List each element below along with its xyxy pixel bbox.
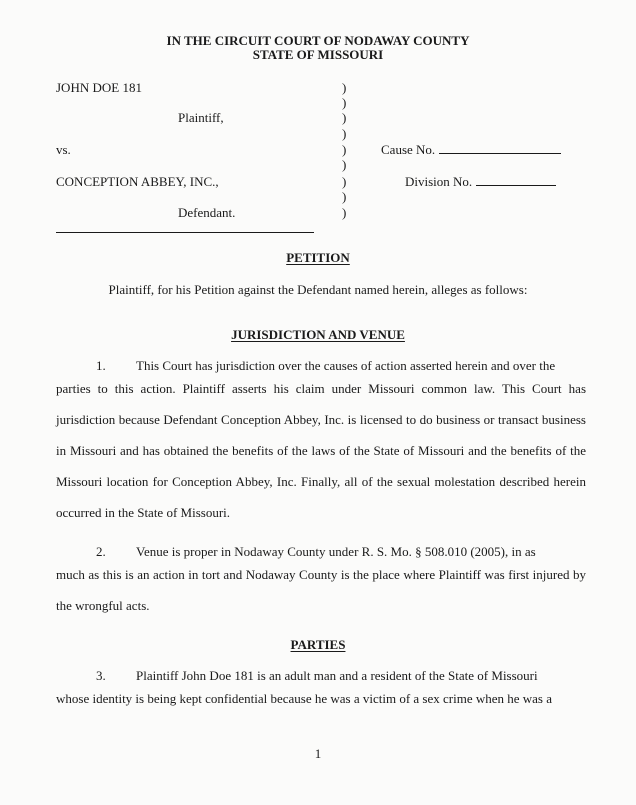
paragraph-body: whose identity is being kept confidential because he was a victim of a sex crime when he was a	[56, 691, 553, 706]
paragraph-first-line: Plaintiff John Doe 181 is an adult man and a resident of the State of Missouri	[136, 668, 538, 683]
caption-paren: )	[342, 80, 347, 95]
cause-number-field	[381, 142, 561, 157]
paragraph-number: 3.	[96, 668, 106, 683]
caption-paren: )	[342, 110, 347, 125]
caption-paren: )	[342, 95, 347, 110]
caption-rule	[56, 232, 314, 233]
versus-label: vs.	[56, 142, 71, 157]
paragraph-number: 1.	[96, 358, 106, 373]
cause-number-blank	[439, 142, 561, 154]
cause-number-label: Cause No.	[381, 142, 436, 157]
caption-paren: )	[342, 142, 347, 157]
caption-paren: )	[342, 157, 347, 172]
plaintiff-name: JOHN DOE 181	[56, 80, 142, 95]
division-number-blank	[476, 174, 556, 186]
paragraph-first-line: Venue is proper in Nodaway County under R. S. Mo. § 508.010 (2005), in as	[136, 544, 536, 559]
jurisdiction-heading: JURISDICTION AND VENUE	[231, 327, 405, 342]
division-number-field	[405, 174, 556, 189]
paragraph-first-line: This Court has jurisdiction over the causes of action asserted herein and over the	[136, 358, 556, 373]
paragraph-number: 2.	[96, 544, 106, 559]
defendant-role: Defendant.	[178, 205, 236, 220]
petition-heading: PETITION	[286, 250, 350, 265]
paragraph-body: much as this is an action in tort and Nodaway County is the place where Plaintiff was first injured by the wrongful acts.	[56, 567, 586, 613]
court-title: IN THE CIRCUIT COURT OF NODAWAY COUNTY	[166, 33, 470, 48]
parties-heading: PARTIES	[290, 637, 346, 652]
plaintiff-role: Plaintiff,	[178, 110, 224, 125]
petition-intro: Plaintiff, for his Petition against the Defendant named herein, alleges as follows:	[108, 282, 528, 297]
caption-paren: )	[342, 174, 347, 189]
defendant-name: CONCEPTION ABBEY, INC.,	[56, 174, 219, 189]
page-number: 1	[314, 746, 322, 761]
division-number-label: Division No.	[405, 174, 473, 189]
caption-paren: )	[342, 189, 347, 204]
court-state: STATE OF MISSOURI	[252, 47, 384, 62]
paragraph-body: parties to this action. Plaintiff asserts his claim under Missouri common law. This Court has jurisdiction because Defendant Conception Abbey, Inc. is licensed to do business or transact business in Missouri and has obtained the benefits of the laws of the State of Missouri and the benefits of the Missouri location for Conception Abbey, Inc. Finally, all of the sexual molestation described herein occurred in the State of Missouri.	[56, 381, 586, 520]
caption-paren: )	[342, 205, 347, 220]
caption-paren: )	[342, 126, 347, 141]
